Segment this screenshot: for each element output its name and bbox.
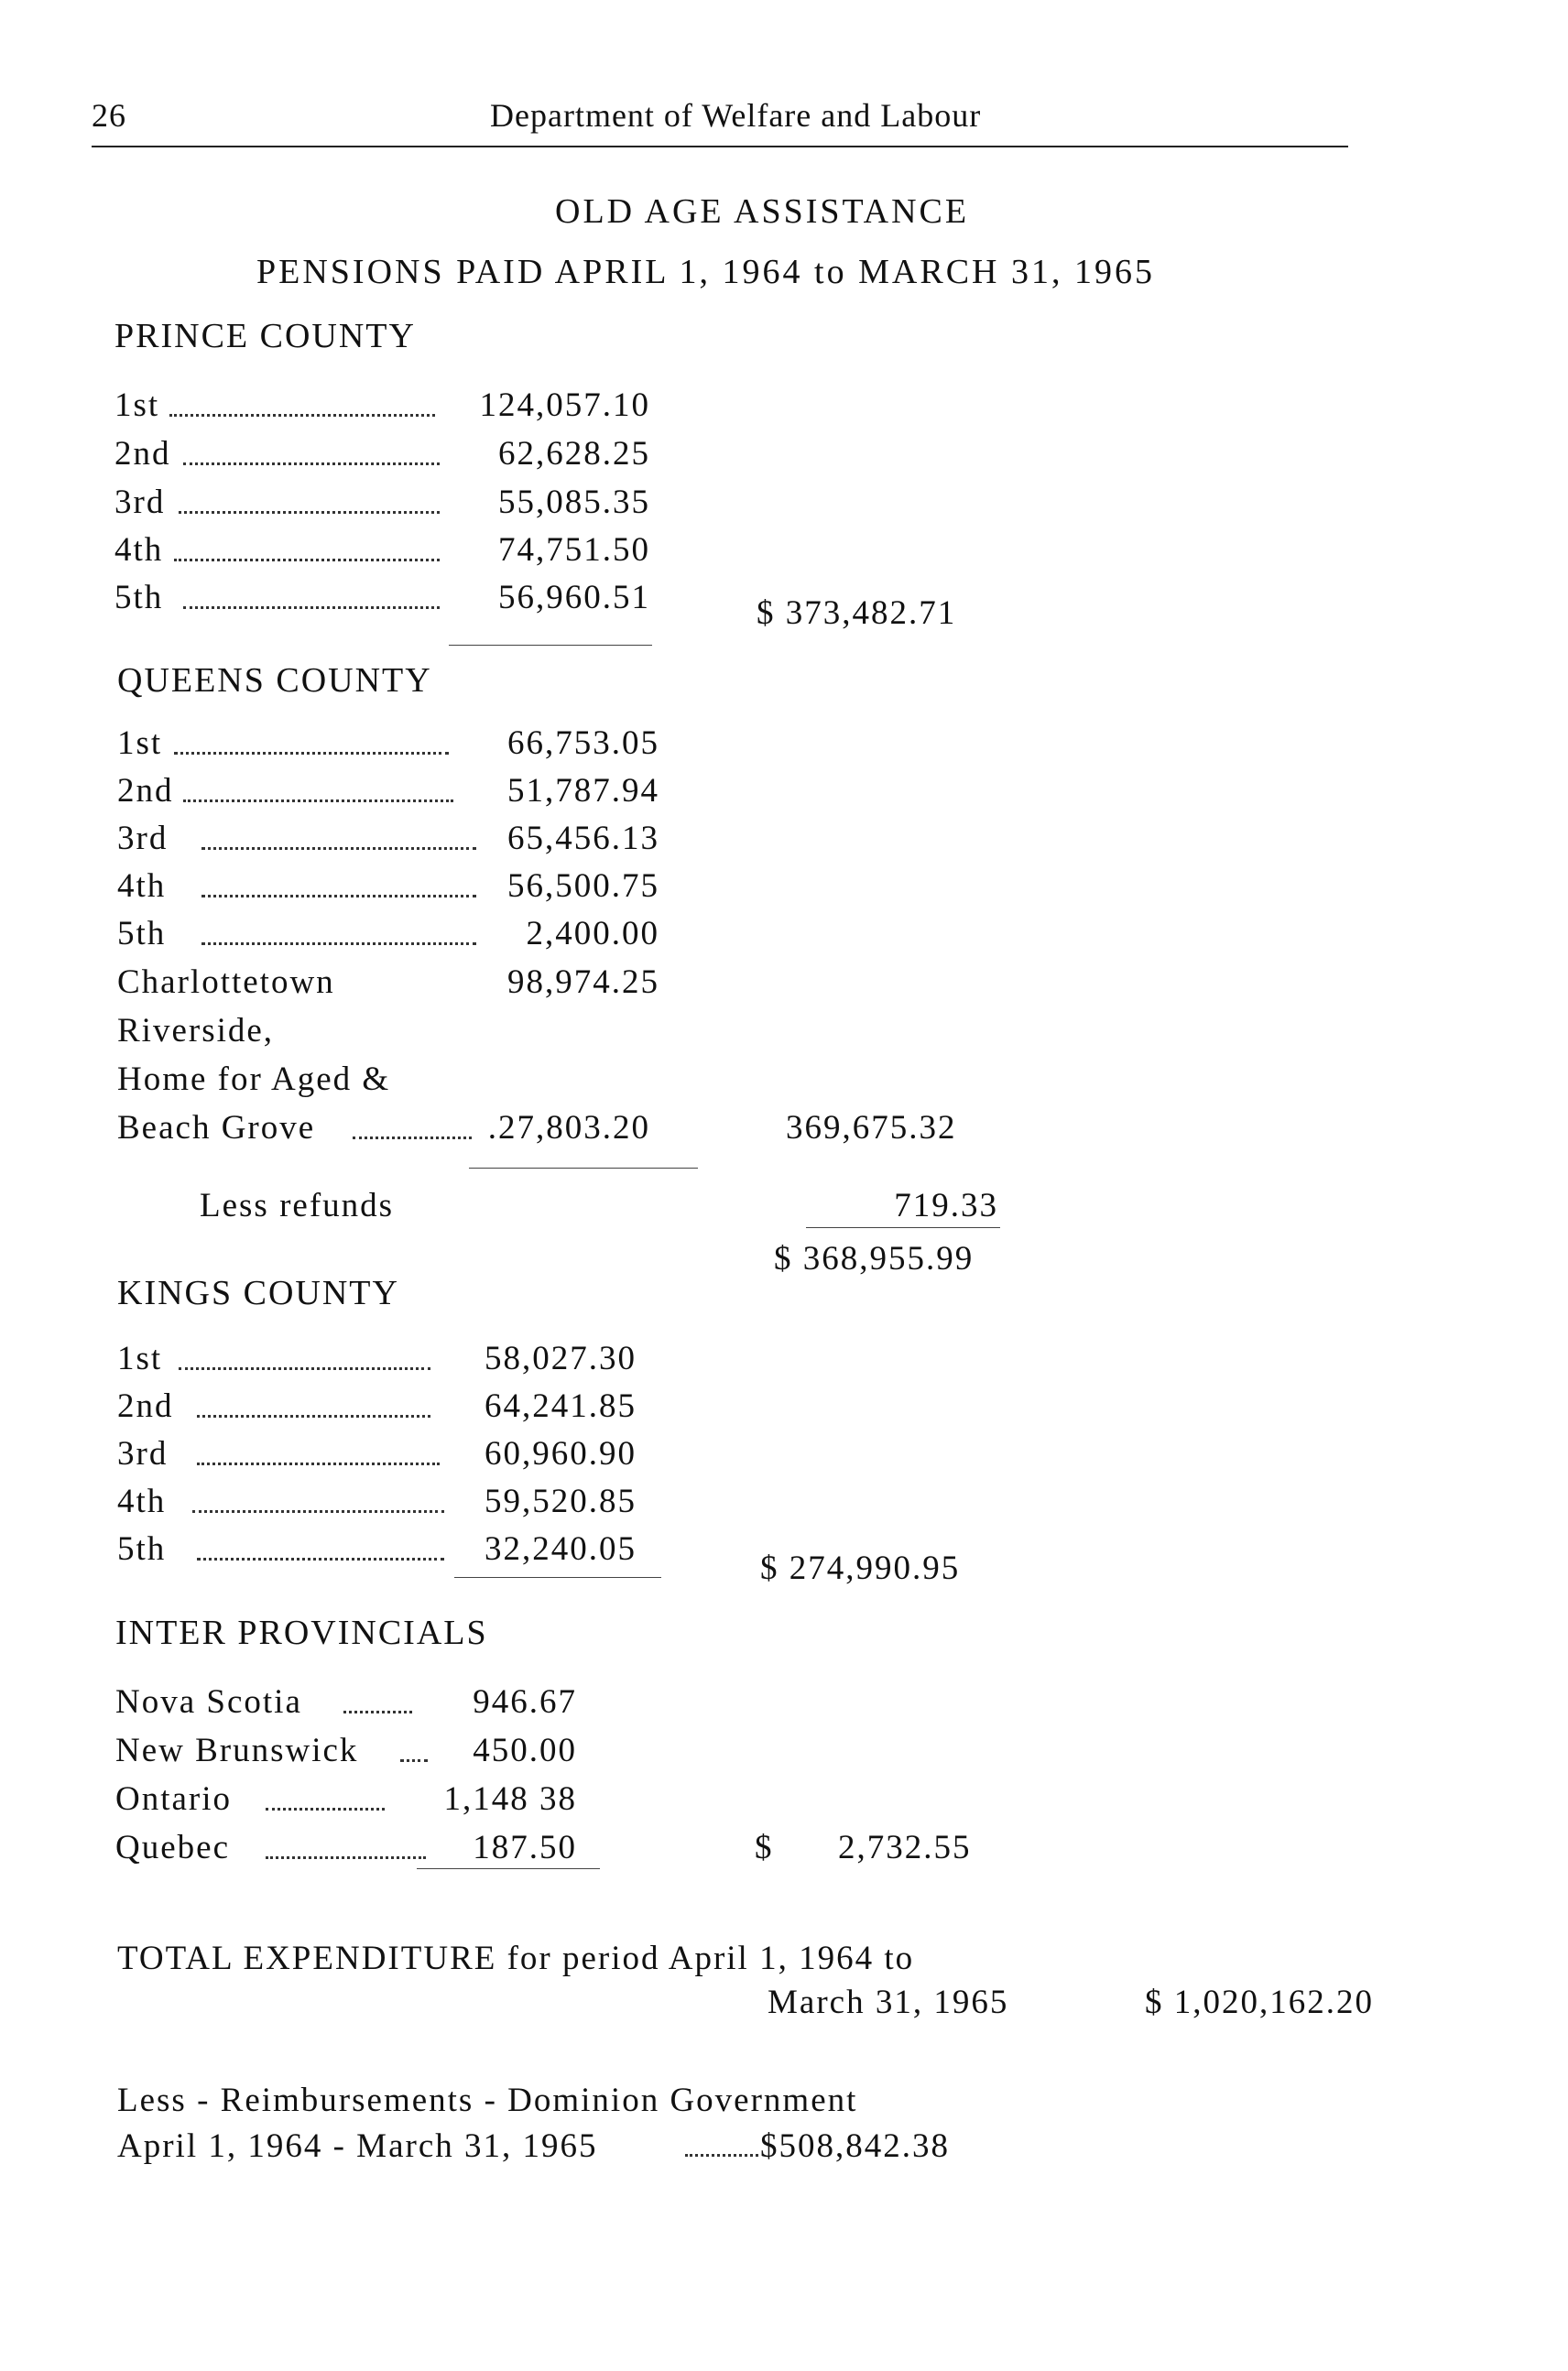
inter-row-label: Ontario [115,1780,233,1818]
subtotal-rule [469,1168,698,1169]
kings-row-label: 2nd [117,1387,174,1425]
subtotal-rule [449,645,652,646]
leader-dots [197,1415,430,1418]
prince-county-total: $ 373,482.71 [757,594,957,632]
leader-dots [197,1558,444,1561]
inter-row-amount: 1,148 38 [443,1780,577,1818]
queens-subtotal: 369,675.32 [786,1109,957,1147]
leader-dots [201,895,476,897]
leader-dots [685,2154,758,2157]
less-refunds-amount: 719.33 [894,1187,998,1224]
inter-provincials-heading: INTER PROVINCIALS [115,1614,488,1652]
leader-dots [197,1463,440,1465]
queens-row-label: 4th [117,867,167,905]
leader-dots [174,559,440,561]
kings-row-label: 4th [117,1483,167,1520]
reimbursements-line1: Less - Reimbursements - Dominion Government [117,2082,858,2119]
less-refunds-label: Less refunds [200,1187,395,1224]
inter-row-label: Quebec [115,1829,230,1866]
prince-row-amount: 55,085.35 [498,484,650,521]
queens-county-total: $ 368,955.99 [774,1240,975,1278]
queens-row-label: Charlottetown [117,963,335,1001]
inter-row-amount: 450.00 [473,1732,577,1769]
inter-row-amount: 187.50 [473,1829,577,1866]
queens-row-label: 1st [117,724,163,762]
page-number: 26 [92,97,126,134]
prince-row-label: 1st [114,386,160,424]
leader-dots [201,847,476,850]
kings-row-label: 5th [117,1530,167,1568]
inter-row-label: Nova Scotia [115,1683,302,1721]
queens-row-amount: 98,974.25 [507,963,659,1001]
subtotal-rule [454,1577,661,1578]
reimbursements-period: April 1, 1964 - March 31, 1965 [117,2127,598,2165]
kings-row-label: 3rd [117,1435,169,1473]
kings-row-amount: 59,520.85 [485,1483,637,1520]
prince-row-label: 2nd [114,435,171,473]
leader-dots [183,606,440,609]
kings-row-amount: 60,960.90 [485,1435,637,1473]
kings-row-amount: 64,241.85 [485,1387,637,1425]
leader-dots [183,799,453,802]
prince-row-amount: 124,057.10 [479,386,650,424]
riverside-label-line1: Riverside, [117,1012,275,1050]
queens-row-amount: 56,500.75 [507,867,659,905]
queens-row-amount: 2,400.00 [526,915,659,952]
refunds-rule [806,1227,1000,1228]
running-title: Department of Welfare and Labour [490,97,982,134]
queens-row-amount: 66,753.05 [507,724,659,762]
leader-dots [174,752,449,755]
inter-provincials-total: 2,732.55 [838,1829,972,1866]
riverside-label-line3: Beach Grove [117,1109,316,1147]
queens-row-label: 5th [117,915,167,952]
leader-dots [266,1808,385,1811]
queens-row-amount: 51,787.94 [507,772,659,810]
queens-county-heading: QUEENS COUNTY [117,661,432,700]
report-subtitle: PENSIONS PAID APRIL 1, 1964 to MARCH 31, 1965 [256,253,1155,291]
total-expenditure-amount: $ 1,020,162.20 [1145,1984,1374,2021]
riverside-amount: .27,803.20 [487,1109,650,1147]
prince-row-label: 3rd [114,484,166,521]
prince-county-heading: PRINCE COUNTY [114,317,416,355]
riverside-label-line2: Home for Aged & [117,1060,391,1098]
report-title: OLD AGE ASSISTANCE [555,192,970,231]
inter-row-label: New Brunswick [115,1732,359,1769]
header-rule [92,146,1348,147]
inter-row-amount: 946.67 [473,1683,577,1721]
prince-row-amount: 62,628.25 [498,435,650,473]
prince-row-label: 4th [114,531,164,569]
queens-row-label: 2nd [117,772,174,810]
leader-dots [179,1367,430,1370]
kings-county-heading: KINGS COUNTY [117,1274,399,1312]
leader-dots [192,1510,444,1513]
kings-county-total: $ 274,990.95 [760,1550,961,1587]
kings-row-amount: 32,240.05 [485,1530,637,1568]
queens-row-amount: 65,456.13 [507,820,659,857]
leader-dots [183,462,440,465]
kings-row-amount: 58,027.30 [485,1340,637,1377]
prince-row-label: 5th [114,579,164,616]
total-expenditure-line2: March 31, 1965 [768,1984,1009,2021]
prince-row-amount: 56,960.51 [498,579,650,616]
queens-row-label: 3rd [117,820,169,857]
inter-total-currency: $ [755,1829,774,1866]
subtotal-rule [417,1868,600,1869]
total-expenditure-line1: TOTAL EXPENDITURE for period April 1, 1964 to [117,1940,915,1977]
leader-dots [169,414,435,417]
reimbursements-amount: $508,842.38 [760,2127,950,2165]
prince-row-amount: 74,751.50 [498,531,650,569]
leader-dots [179,511,440,514]
kings-row-label: 1st [117,1340,163,1377]
leader-dots [201,942,476,945]
